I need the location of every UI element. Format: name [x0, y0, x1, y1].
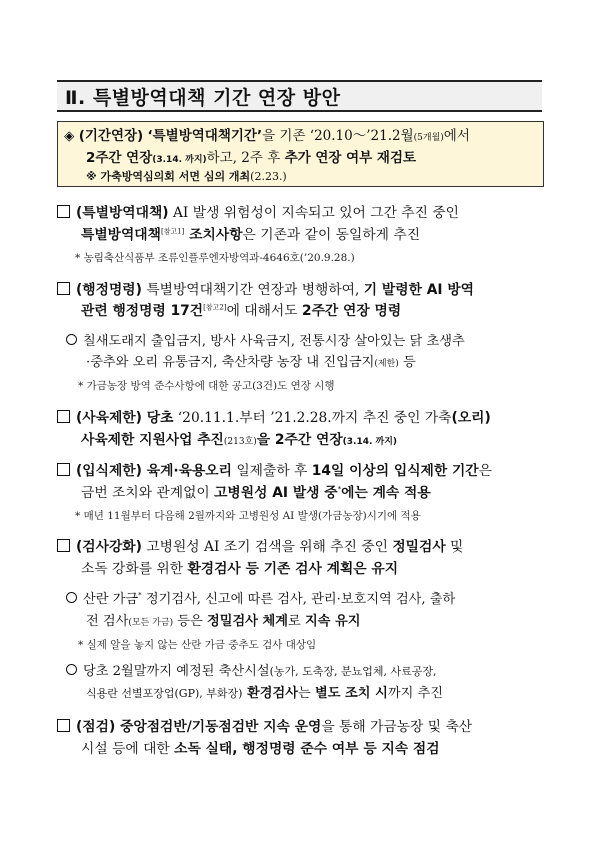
- s2-sub-1: 칠새도래지 출입금지, 방사 사육금지, 전통시장 살아있는 닭 초생추: [66, 332, 465, 352]
- s5-sub-4: 식용란 선별포장업(GP), 부화장) 환경검사는 별도 조치 시까지 추진: [86, 686, 443, 701]
- s2-note: * 가금농장 방역 준수사항에 대한 공고(3건)도 연장 시행: [78, 380, 335, 392]
- circle-bullet-icon: [66, 334, 77, 345]
- circle-bullet-icon: [66, 592, 77, 603]
- s4-line-1: (입식제한) 육계·육용오리 일제출하 후 14일 이상의 입식제한 기간은: [57, 461, 492, 481]
- square-bullet-icon: [57, 205, 70, 218]
- s3-line-1: (사육제한) 당초 ‘20.11.1.부터 ’21.2.28.까지 추진 중인 가축(오리): [57, 408, 491, 428]
- square-bullet-icon: [57, 410, 70, 423]
- s5-sub-2: 전 검사(모든 가금) 등은 정밀검사 체계로 지속 유지: [86, 614, 361, 629]
- diamond-bullet-icon: ◈: [64, 128, 75, 144]
- circle-bullet-icon: [66, 664, 77, 675]
- s6-line-1: (점검) 중앙점검반/기동점검반 지속 운영을 통해 가금농장 및 축산: [57, 717, 472, 737]
- s2-line-1: (행정명령) 특별방역대책기간 연장과 병행하여, 기 발령한 AI 방역: [57, 280, 474, 300]
- summary-box: [57, 121, 544, 187]
- square-bullet-icon: [57, 282, 70, 295]
- square-bullet-icon: [57, 539, 70, 552]
- section-heading: [57, 80, 542, 112]
- s4-note: * 매년 11월부터 다음해 2월까지와 고병원성 AI 발생(가금농장)시기에 적용: [75, 510, 421, 522]
- s2-line-2: 관련 행정명령 17건[참고2]에 대해서도 2주간 연장 명령: [81, 303, 402, 319]
- summary-line-2: 2주간 연장(3.14. 까지)하고, 2주 후 추가 연장 여부 재검토: [86, 150, 417, 166]
- s4-line-2: 금번 조치와 관계없이 고병원성 AI 발생 중*에는 계속 적용: [81, 485, 431, 501]
- s5-note: * 실제 알을 놓지 않는 산란 가금 중추도 검사 대상임: [78, 639, 317, 651]
- s1-line-1: (특별방역대책) AI 발생 위험성이 지속되고 있어 그간 추진 중인: [57, 203, 459, 223]
- s2-sub-2: ·중추와 오리 유통금지, 축산차량 농장 내 진입금지(제한) 등: [86, 355, 416, 370]
- s3-line-2: 사육제한 지원사업 추진(213호)을 2주간 연장(3.14. 까지): [81, 432, 398, 448]
- s5-line-2: 소독 강화를 위한 환경검사 등 기존 검사 계획은 유지: [81, 561, 399, 577]
- summary-line-3: ※ 가축방역심의회 서면 심의 개최(2.23.): [86, 170, 287, 183]
- s1-note: * 농림축산식품부 조류인플루엔자방역과-4646호(’20.9.28.): [75, 252, 355, 264]
- square-bullet-icon: [57, 463, 70, 476]
- s5-line-1: (검사강화) 고병원성 AI 조기 검색을 위해 추진 중인 정밀검사 및: [57, 537, 463, 557]
- s1-line-2: 특별방역대책[참고1] 조치사항은 기존과 같이 동일하게 추진: [81, 227, 421, 243]
- s6-line-2: 시설 등에 대한 소독 실태, 행정명령 준수 여부 등 지속 점검: [81, 741, 440, 757]
- s5-sub-3: 당초 2월말까지 예정된 축산시설(농가, 도축장, 분뇨업체, 사료공장,: [66, 662, 436, 682]
- summary-line-1: ◈ (기간연장) ‘특별방역대책기간’을 기존 ‘20.10～’21.2월(5개월)에서: [64, 128, 470, 144]
- section-title: Ⅱ. 특별방역대책 기간 연장 방안: [65, 86, 341, 109]
- s5-sub-1: 산란 가금* 정기검사, 신고에 따른 검사, 관리·보호지역 검사, 출하: [66, 590, 455, 610]
- square-bullet-icon: [57, 719, 70, 732]
